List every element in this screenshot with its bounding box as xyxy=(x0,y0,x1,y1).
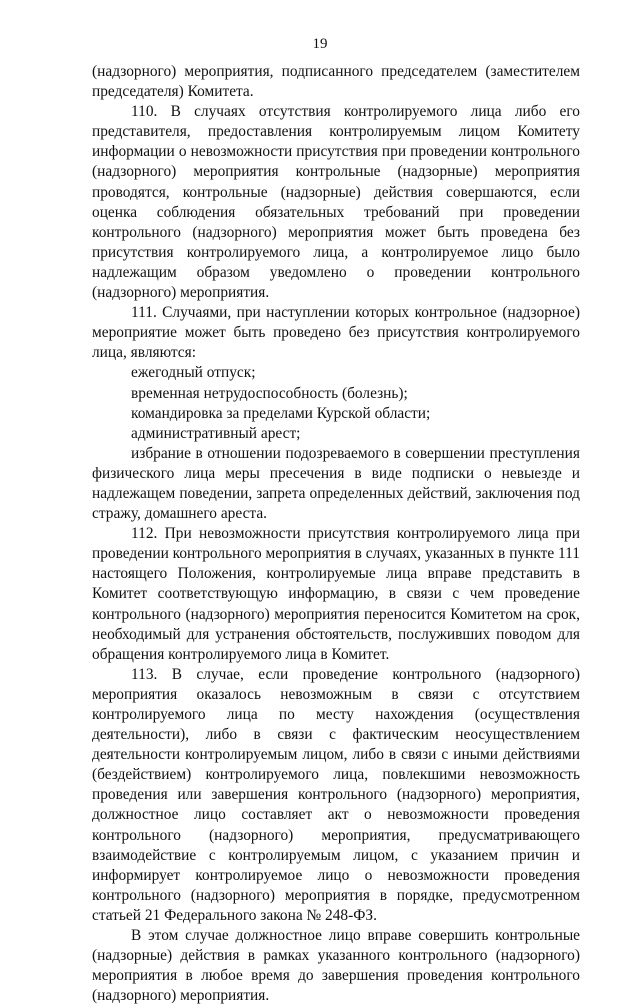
paragraph-110: 110. В случаях отсутствия контролируемого лица либо его представителя, предоставления контролируемым лицом Комитету информации о невозможности присутствия при проведении контрольного (надзорного) мероприятия контрольные (надзорные) мероприятия проводятся, контрольные (надзорные) действия совершаются, если оценка соблюдения обязательных требований при проведении контрольного (надзорного) мероприятия может быть проведена без присутствия контролируемого лица, а контролируемое лицо было надлежащим образом уведомлено о проведении контрольного (надзорного) мероприятия. xyxy=(92,103,580,302)
page-number: 19 xyxy=(312,36,328,52)
paragraph-111: 111. Случаями, при наступлении которых контрольное (надзорное) мероприятие может быть проведено без присутствия контролируемого лица, являются: xyxy=(92,304,580,362)
list-item-vacation: ежегодный отпуск; xyxy=(131,364,256,382)
list-item-business-trip: командировка за пределами Курской области; xyxy=(131,404,431,422)
document-body xyxy=(92,62,580,1006)
paragraph-continuation: (надзорного) мероприятия, подписанного председателем (заместителем председателя) Комитета. xyxy=(92,63,580,101)
paragraph-113-continuation: В этом случае должностное лицо вправе совершить контрольные (надзорные) действия в рамках указанного контрольного (надзорного) мероприятия в любое время до завершения проведения контрольного (надзорного) мероприятия. xyxy=(92,927,580,1005)
list-item-preventive-measure: избрание в отношении подозреваемого в совершении преступления физического лица меры пресечения в виде подписки о невыезде и надлежащем поведении, запрета определенных действий, заключения под стражу, домашнего ареста. xyxy=(92,444,580,523)
list-item-illness: временная нетрудоспособность (болезнь); xyxy=(131,384,408,402)
list-item-arrest: административный арест; xyxy=(131,424,301,442)
paragraph-113: 113. В случае, если проведение контрольного (надзорного) мероприятия оказалось невозможным в связи с отсутствием контролируемого лица по месту нахождения (осуществления деятельности), либо в связи с фактическим неосуществлением деятельности контролируемым лицом, либо в связи с иными действиями (бездействием) контролируемого лица, повлекшими невозможность проведения или завершения контрольного (надзорного) мероприятия, должностное лицо составляет акт о невозможности проведения контрольного (надзорного) мероприятия, предусматривающего взаимодействие с контролируемым лицом, с указанием причин и информирует контролируемое лицо о невозможности проведения контрольного (надзорного) мероприятия в порядке, предусмотренном статьей 21 Федерального закона № 248-ФЗ. xyxy=(92,665,580,924)
paragraph-112: 112. При невозможности присутствия контролируемого лица при проведении контрольного мероприятия в случаях, указанных в пункте 111 настоящего Положения, контролируемые лица вправе представить в Комитет соответствующую информацию, в связи с чем проведение контрольного (надзорного) мероприятия переносится Комитетом на срок, необходимый для устранения обстоятельств, послуживших поводом для обращения контролируемого лица в Комитет. xyxy=(92,525,580,663)
